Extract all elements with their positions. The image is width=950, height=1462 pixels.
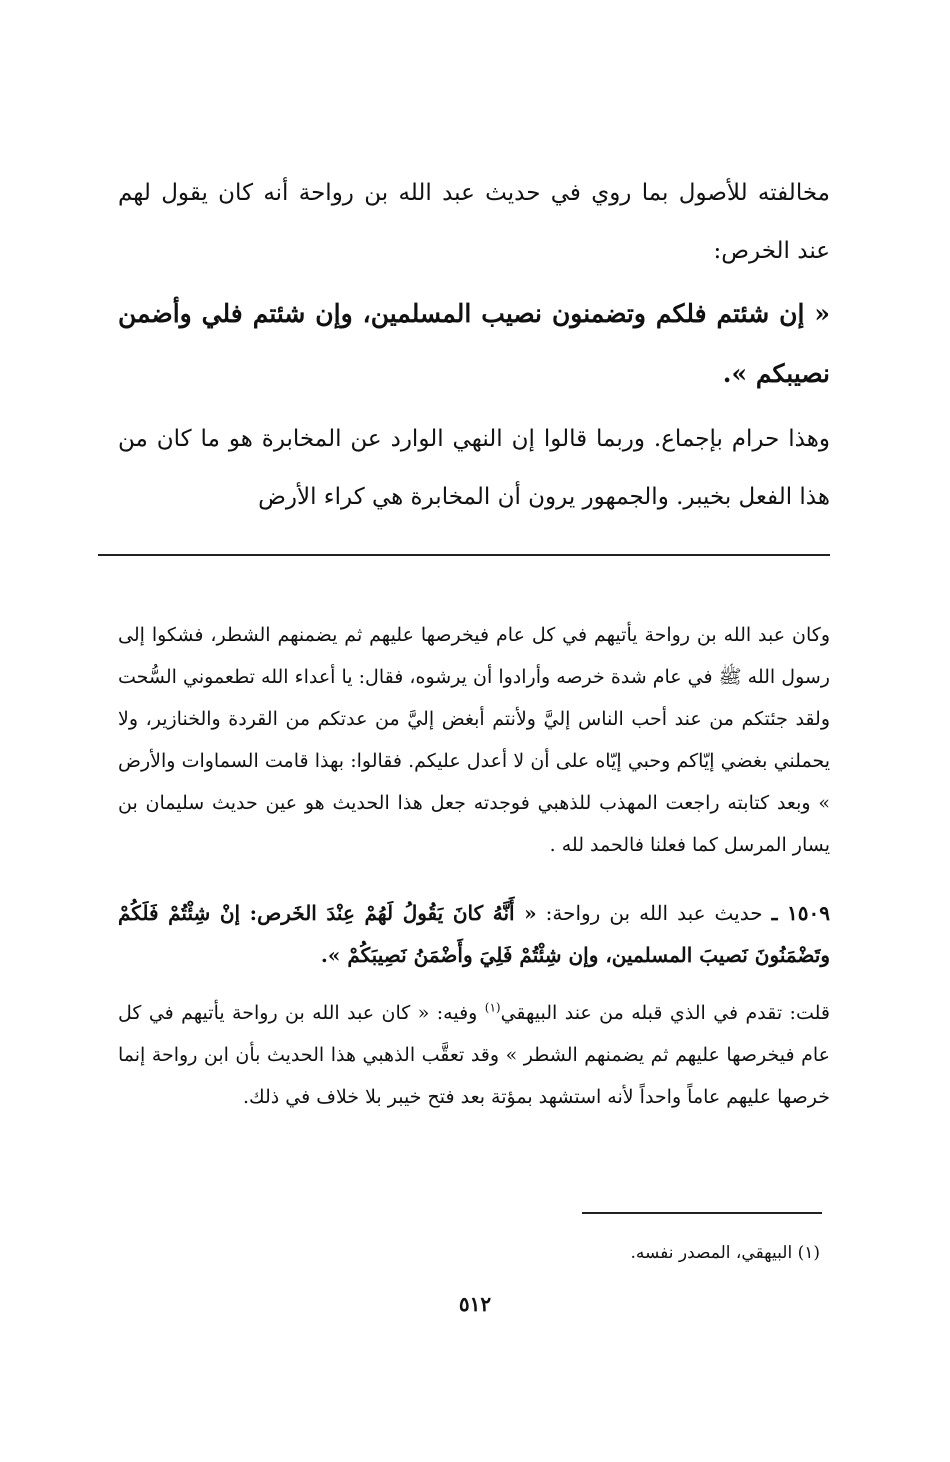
hadith-text: « أَنَّهُ كانَ يَقُولُ لَهُمْ عِنْدَ الخَرص: إنْ شِئْتُمْ فَلَكُمْ وتَضْمَنُونَ نَصيبَ المسلمين، وإن شِئْتُمْ فَلِيَ وأَضْمَنُ نَصِيبَكُمْ ».	[118, 901, 830, 967]
hadith-number: ١٥٠٩ ـ	[771, 901, 830, 925]
main-quote: « إن شئتم فلكم وتضمنون نصيب المسلمين، وإن شئتم فلي وأضمن نصيبكم ».	[118, 299, 830, 388]
main-paragraph-1: مخالفته للأصول بما روي في حديث عبد الله بن رواحة أنه كان يقول لهم عند الخرص:	[118, 180, 830, 264]
footnote-1: (١) البيهقي، المصدر نفسه.	[630, 1243, 820, 1263]
note-separator-line	[582, 1212, 822, 1214]
hadith-1509	[118, 892, 830, 976]
commentary-paragraph-1: وكان عبد الله بن رواحة يأتيهم في كل عام فيخرصها عليهم ثم يضمنهم الشطر، فشكوا إلى رسول الله ﷺ في عام شدة خرصه وأرادوا أن يرشوه، فقال: يا أعداء الله تطعموني السُّحت ولقد جئتكم من عند أحب الناس إليَّ ولأنتم أبغض إليَّ من عدتكم من القردة والخنازير، ولا يحملني بغضي إيّاكم وحبي إيّاه على أن لا أعدل عليكم. فقالوا: بهذا قامت السماوات والأرض » وبعد كتابته راجعت المهذب للذهبي فوجدته جعل هذا الحديث هو عين حديث سليمان بن يسار المرسل كما فعلنا فالحمد لله .	[118, 624, 830, 856]
hadith-lead: حديث عبد الله بن رواحة:	[545, 901, 763, 925]
main-paragraph-2: وهذا حرام بإجماع. وربما قالوا إن النهي الوارد عن المخابرة هو ما كان من هذا الفعل بخيبر. والجمهور يرون أن المخابرة هي كراء الأرض	[118, 426, 830, 510]
commentary-text-start: قلت: تقدم في الذي قبله من عند البيهقي	[500, 1002, 830, 1024]
commentary-paragraph-2	[118, 992, 830, 1118]
commentary-text-rest: وفيه: « كان عبد الله بن رواحة يأتيهم في كل عام فيخرصها عليهم ثم يضمنهم الشطر » وقد تعقَّب الذهبي هذا الحديث بأن ابن رواحة إنما خرصها عليهم عاماً واحداً لأنه استشهد بمؤتة بعد فتح خيبر بلا خلاف في ذلك.	[118, 1002, 830, 1108]
footnote-separator-line	[98, 554, 830, 556]
footnote-reference: (١)	[484, 1000, 501, 1015]
page-number: ٥١٢	[458, 1292, 492, 1316]
